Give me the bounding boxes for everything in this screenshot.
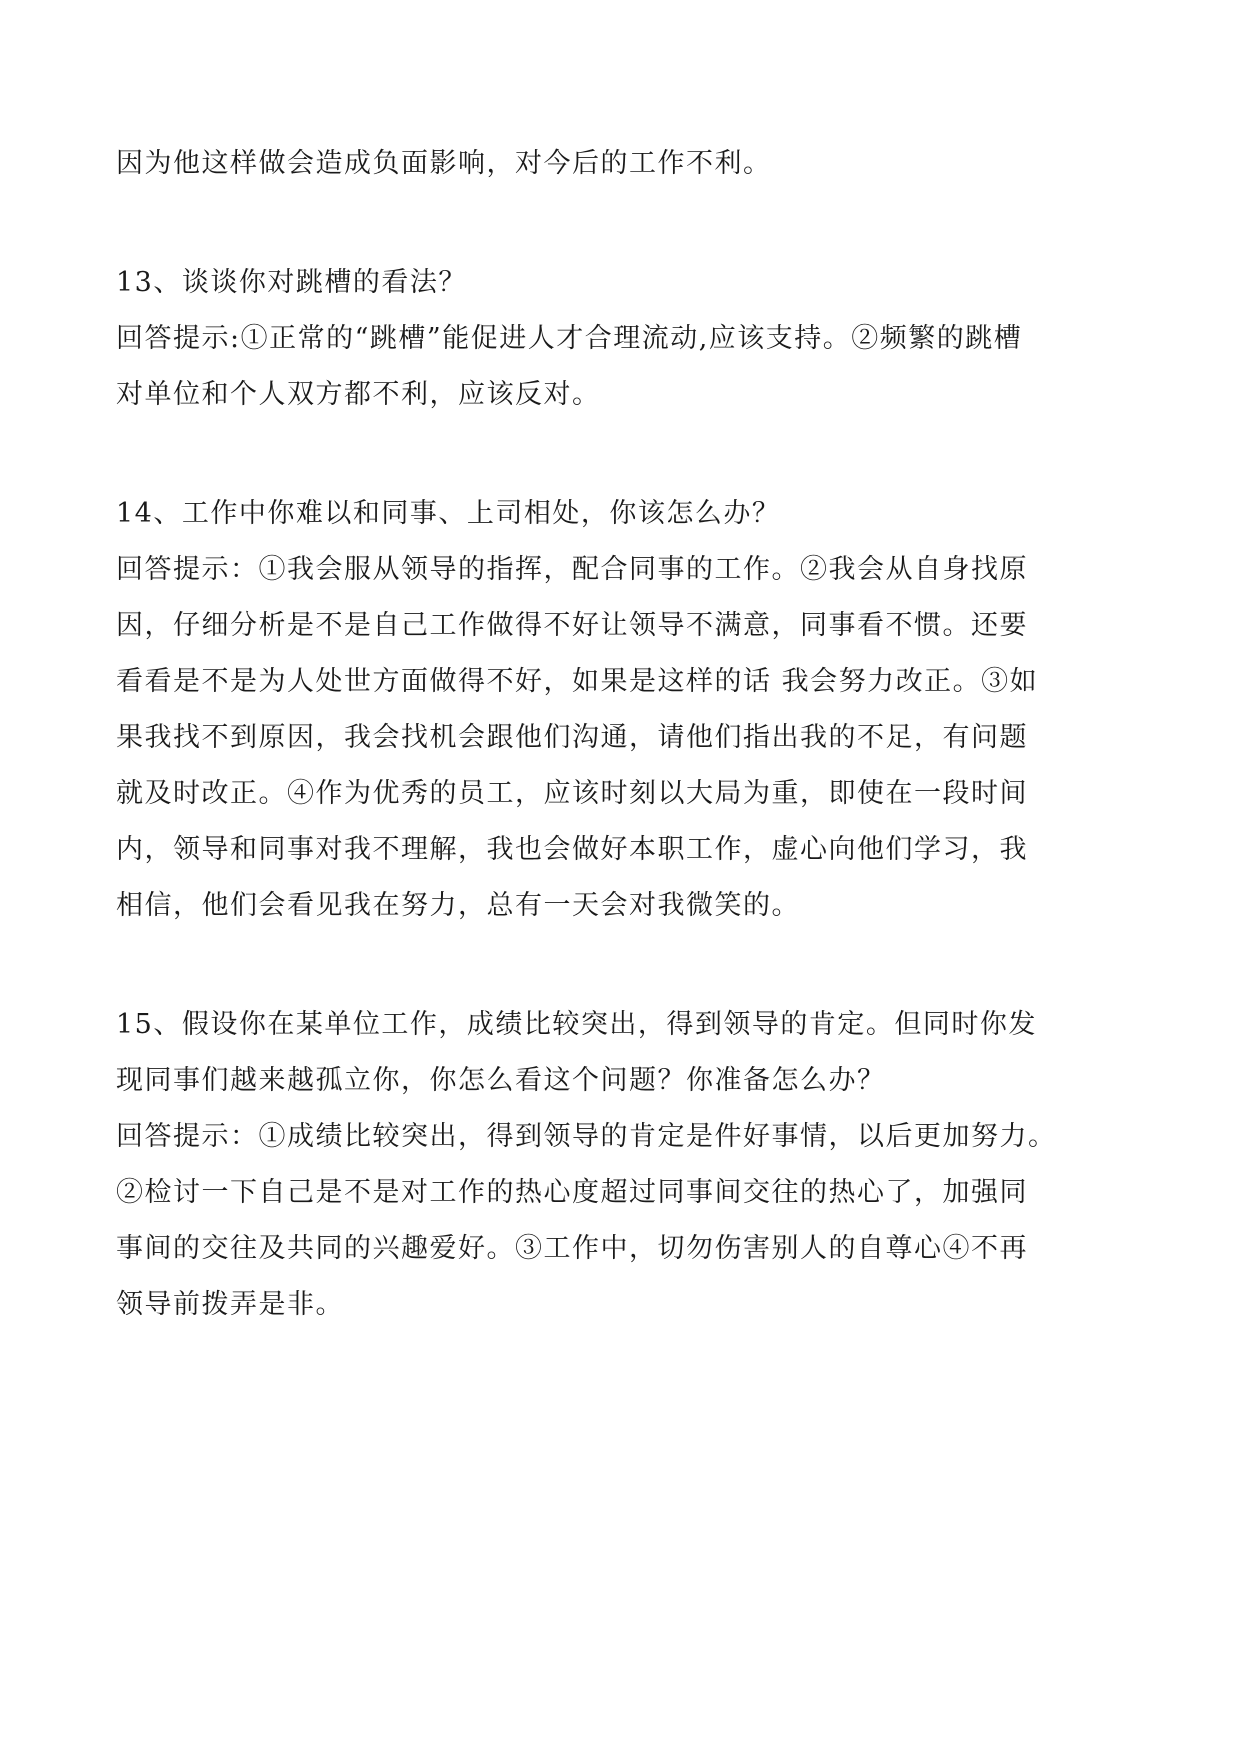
question-15-title: 15、假设你在某单位工作，成绩比较突出，得到领导的肯定。但同时你发: [116, 1009, 1037, 1040]
question-14-title: 14、工作中你难以和同事、上司相处，你该怎么办？: [116, 498, 781, 529]
question-14-answer-line: 就及时改正。④作为优秀的员工，应该时刻以大局为重，即使在一段时间: [116, 778, 1028, 809]
question-14-answer-line: 因，仔细分析是不是自己工作做得不好让领导不满意，同事看不惯。还要: [116, 610, 1028, 641]
question-13-answer-line: 对单位和个人双方都不利，应该反对。: [116, 379, 601, 410]
question-14-answer-line: 果我找不到原因，我会找机会跟他们沟通，请他们指出我的不足，有问题: [116, 722, 1028, 753]
question-15-answer-line: 事间的交往及共同的兴趣爱好。③工作中，切勿伤害别人的自尊心④不再: [116, 1233, 1028, 1264]
question-15-answer-line: 回答提示：①成绩比较突出，得到领导的肯定是件好事情，以后更加努力。: [116, 1121, 1057, 1152]
question-14-answer-line: 回答提示：①我会服从领导的指挥，配合同事的工作。②我会从自身找原: [116, 554, 1028, 585]
intro-paragraph-line: 因为他这样做会造成负面影响，对今后的工作不利。: [116, 148, 772, 179]
question-13-title: 13、谈谈你对跳槽的看法？: [116, 267, 467, 298]
question-13-answer-line: 回答提示:①正常的“跳槽”能促进人才合理流动,应该支持。②频繁的跳槽: [116, 323, 1023, 354]
question-14-answer-line: 内，领导和同事对我不理解，我也会做好本职工作，虚心向他们学习，我: [116, 834, 1028, 865]
question-14-answer-line: 看看是不是为人处世方面做得不好，如果是这样的话 我会努力改正。③如: [116, 666, 1039, 697]
question-15-title: 现同事们越来越孤立你，你怎么看这个问题？你准备怎么办？: [116, 1065, 886, 1096]
question-15-answer-line: 领导前拨弄是非。: [116, 1289, 344, 1320]
question-15-answer-line: ②检讨一下自己是不是对工作的热心度超过同事间交往的热心了，加强同: [116, 1177, 1028, 1208]
question-14-answer-line: 相信，他们会看见我在努力，总有一天会对我微笑的。: [116, 890, 800, 921]
